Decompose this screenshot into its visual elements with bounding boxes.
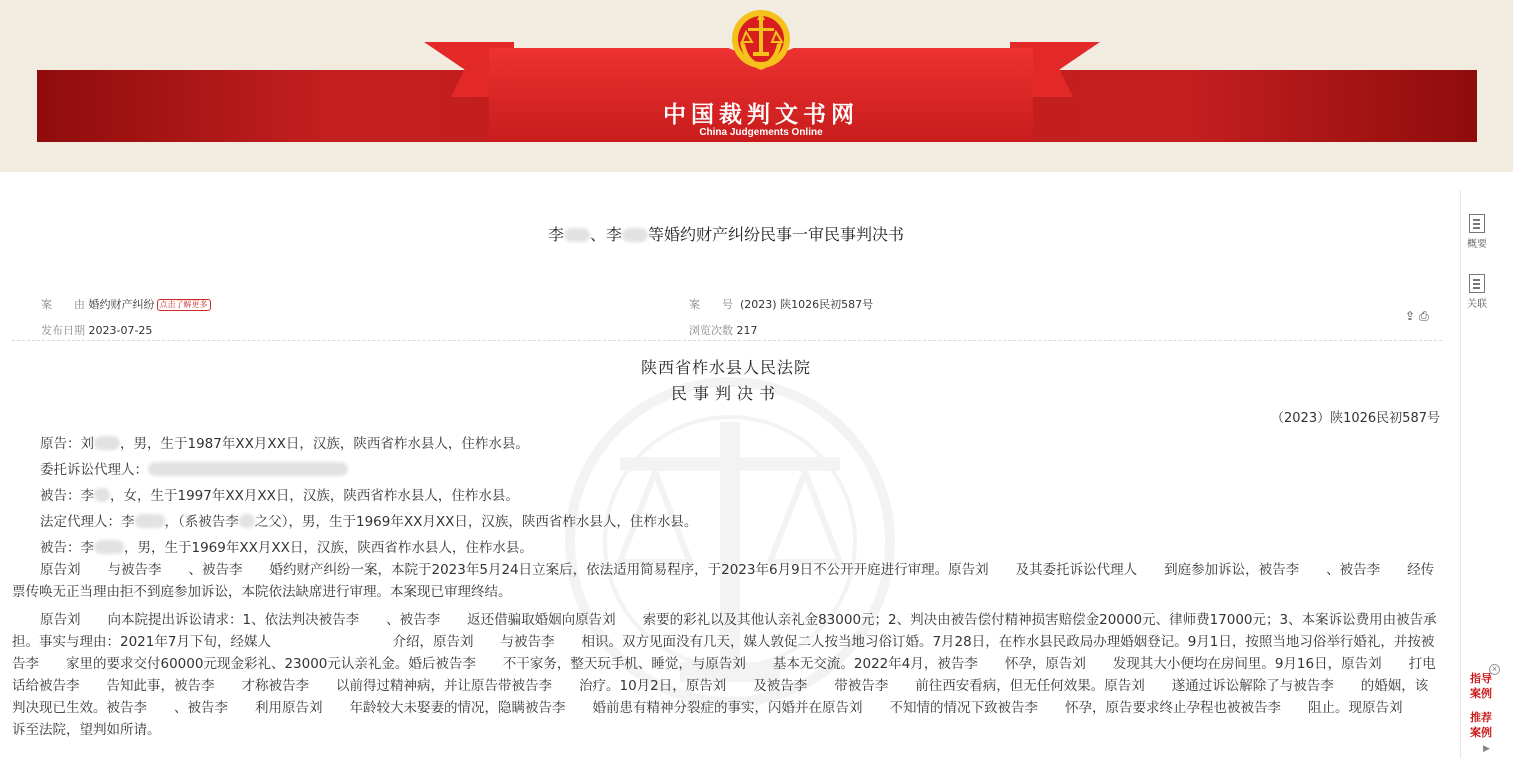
print-icon[interactable]: ⎙ [1419, 309, 1429, 323]
summary-label: 概要 [1467, 239, 1487, 250]
summary-icon [1469, 214, 1485, 233]
document-tools [1405, 309, 1433, 324]
site-subtitle: China Judgements Online [699, 127, 823, 138]
close-icon[interactable]: × [1489, 664, 1500, 675]
right-sidebar [1460, 190, 1513, 758]
case-cause: 案 由 婚约财产纠纷 点击了解更多 [41, 296, 211, 312]
case-background-paragraph: 原告刘 与被告李 、被告李 婚约财产纠纷一案，本院于2023年5月24日立案后，依法适用简易程序，于2023年6月9日不公开开庭进行审理。原告刘 及其委托诉讼代理人 到庭参加诉讼，被告李 、被告李 经传票传唤无正当理由拒不到庭参加诉讼，本院依法缺席进行审理。本案现已审理终结。 [12, 562, 1435, 600]
learn-more-tag[interactable]: 点击了解更多 [157, 299, 211, 311]
agent-line: 委托诉讼代理人： [40, 458, 348, 478]
body-case-number: （2023）陕1026民初587号 [1271, 411, 1440, 426]
publish-date: 发布日期 2023-07-25 [41, 324, 153, 337]
related-label: 关联 [1467, 299, 1487, 310]
court-emblem-icon [730, 6, 792, 76]
download-icon[interactable]: ⇪ [1405, 309, 1416, 323]
site-title: 中国裁判文书网 [663, 102, 859, 128]
defendant2-line: 被告：李 ，男，生于1969年XX月XX日，汉族，陕西省柞水县人，住柞水县。 [40, 540, 533, 556]
related-icon [1469, 274, 1485, 293]
plaintiff-line: 原告：刘 ，男，生于1987年XX月XX日，汉族，陕西省柞水县人，住柞水县。 [40, 436, 529, 452]
recommended-cases-link[interactable]: 推荐案例 [1470, 711, 1492, 739]
summary-button[interactable] [1461, 214, 1493, 250]
defendant1-line: 被告：李 ，女，生于1997年XX月XX日，汉族，陕西省柞水县人，住柞水县。 [40, 488, 519, 504]
related-button[interactable] [1461, 274, 1493, 310]
guide-cases-link[interactable]: 指导案例 [1470, 672, 1492, 700]
view-count: 浏览次数 217 [689, 324, 758, 337]
chevron-right-icon[interactable]: ▶ [1483, 744, 1490, 754]
claims-paragraph: 原告刘 向本院提出诉讼请求：1、依法判决被告李 、被告李 返还借骗取婚姻向原告刘 索要的彩礼以及其他认亲礼金83000元；2、判决由被告偿付精神损害赔偿金20000元、律师费17000元；3、本案诉讼费用由被告承担。事实与理由：2021年7月下旬，经媒人 介绍，原告刘 与被告李 相识。双方见面没有几天，媒人敦促二人按当地习俗订婚。7月28日，在柞水县民政局办理婚姻登记。9月1日，按照当地习俗举行婚礼，并按被告李 家里的要求交付60000元现金彩礼、23000元认亲礼金。婚后被告李 不干家务，整天玩手机、睡觉，与原告刘 基本无交流。2022年4月，被告李 怀孕，原告刘 发现其大小便均在房间里。9月16日，原告刘 打电话给被告李 告知此事，被告李 才称被告李 以前得过精神病，并让原告带被告李 治疗。10月2日，原告刘 及被告李 带被告李 前往西安看病，但无任何效果。原告刘 遂通过诉讼解除了与被告李 的婚姻，该判决现已生效。被告李 、被告李 利用原告刘 年龄较大未娶妻的情况，隐瞒被告李 婚前患有精神分裂症的事实，闪婚并在原告刘 不知情的情况下致被告李 怀孕，原告要求终止孕程也被被告李 阻止。现原告刘 诉至法院，望判如所请。 [12, 612, 1437, 738]
divider [12, 340, 1442, 341]
document-title: 李 、李 等婚约财产纠纷民事一审民事判决书 [547, 225, 905, 244]
court-name: 陕西省柞水县人民法院 [640, 358, 811, 377]
legal-rep-line: 法定代理人：李 ，（系被告李 之父），男，生于1969年XX月XX日，汉族，陕西省柞水县人，住柞水县。 [40, 514, 698, 530]
document-type: 民事判决书 [670, 384, 781, 403]
site-header [0, 0, 1513, 172]
case-number: 案 号 (2023) 陕1026民初587号 [689, 298, 874, 311]
